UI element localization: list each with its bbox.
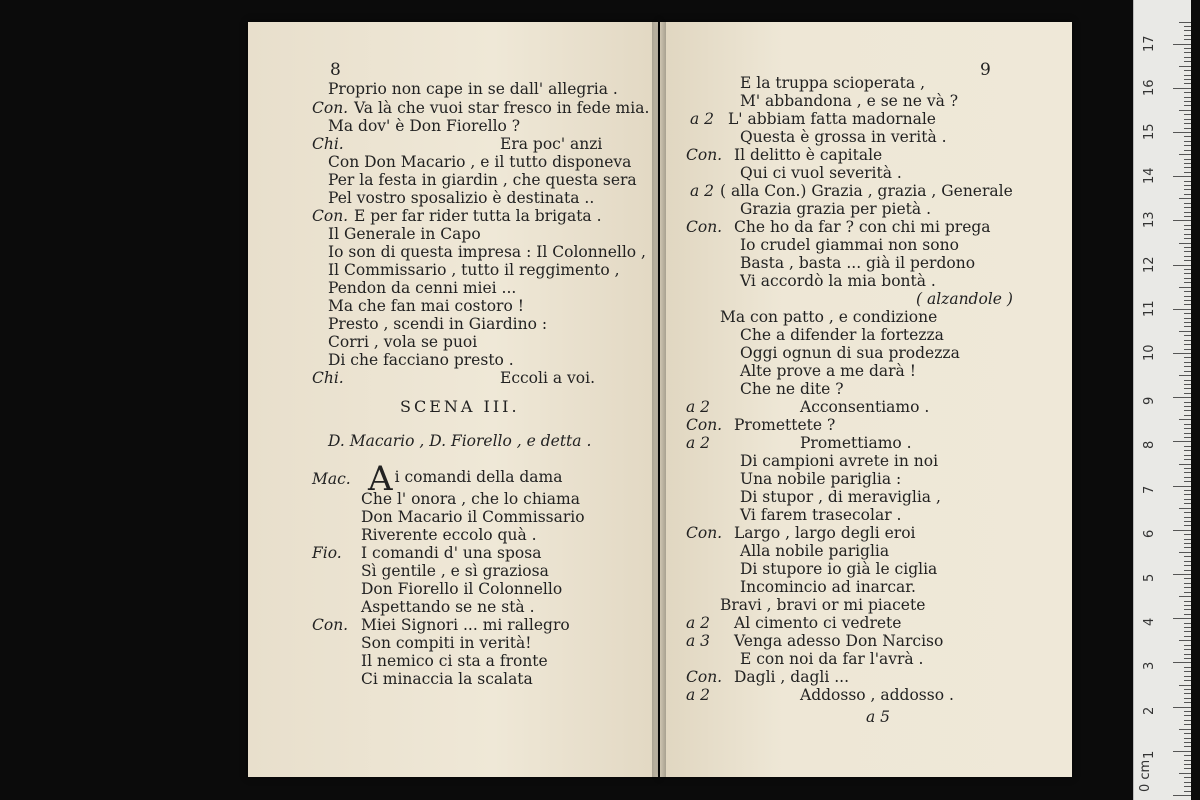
- ruler-tick: [1184, 609, 1191, 610]
- verse-line: I comandi d' una sposa: [361, 544, 542, 562]
- ruler-tick: [1184, 782, 1191, 783]
- ruler-number: 9: [1142, 396, 1157, 406]
- verse-line: Promettete ?: [734, 416, 836, 434]
- ruler-tick: [1184, 631, 1191, 632]
- ruler-tick: [1184, 251, 1191, 252]
- right-page: [660, 22, 1072, 777]
- ruler-tick: [1173, 618, 1191, 619]
- ruler-tick: [1184, 720, 1191, 721]
- verse-line: Che l' onora , che lo chiama: [361, 490, 580, 508]
- speaker-label: Mac.: [312, 470, 351, 488]
- ruler-tick: [1179, 22, 1191, 23]
- verse-line: Pel vostro sposalizio è destinata ..: [328, 189, 595, 207]
- speaker-label: a 2: [690, 182, 715, 200]
- ruler-tick: [1179, 110, 1191, 111]
- ruler-number: 12: [1142, 256, 1157, 273]
- verse-line: Sì gentile , e sì graziosa: [361, 562, 549, 580]
- ruler-number: 17: [1142, 35, 1157, 52]
- ruler-tick: [1184, 380, 1191, 381]
- ruler-tick: [1179, 198, 1191, 199]
- ruler-tick: [1184, 645, 1191, 646]
- ruler-tick: [1184, 689, 1191, 690]
- ruler-tick: [1184, 446, 1191, 447]
- ruler-number: 1: [1142, 750, 1157, 759]
- ruler-tick: [1184, 614, 1191, 615]
- ruler-tick: [1184, 114, 1191, 115]
- speaker-label: Con.: [686, 668, 723, 686]
- ruler-tick: [1184, 291, 1191, 292]
- ruler-tick: [1184, 450, 1191, 451]
- ruler-tick: [1184, 393, 1191, 394]
- ruler-tick: [1184, 494, 1191, 495]
- ruler-number: 10: [1142, 344, 1157, 361]
- ruler-tick: [1184, 402, 1191, 403]
- ruler-tick: [1184, 273, 1191, 274]
- ruler-tick: [1179, 729, 1191, 730]
- ruler-tick: [1179, 154, 1191, 155]
- ruler-tick: [1184, 92, 1191, 93]
- verse-line: E per far rider tutta la brigata .: [354, 207, 602, 225]
- ruler-unit-label: 0 cm: [1138, 759, 1153, 792]
- ruler-tick: [1173, 795, 1191, 796]
- speaker-label: a 2: [686, 614, 711, 632]
- ruler-tick: [1184, 296, 1191, 297]
- ruler-tick: [1184, 499, 1191, 500]
- ruler-tick: [1184, 26, 1191, 27]
- verse-line: Una nobile pariglia :: [740, 470, 902, 488]
- ruler-tick: [1184, 79, 1191, 80]
- ruler-tick: [1184, 167, 1191, 168]
- ruler-tick: [1184, 592, 1191, 593]
- ruler-tick: [1184, 636, 1191, 637]
- ruler-number: 6: [1142, 529, 1157, 538]
- ruler-tick: [1184, 61, 1191, 62]
- ruler-tick: [1179, 464, 1191, 465]
- ruler-tick: [1184, 30, 1191, 31]
- verse-line: Vi accordò la mia bontà .: [740, 272, 936, 290]
- verse-line: Il Commissario , tutto il reggimento ,: [328, 261, 620, 279]
- ruler-tick: [1184, 472, 1191, 473]
- ruler-tick: [1184, 512, 1191, 513]
- ruler-tick: [1184, 145, 1191, 146]
- ruler-tick: [1184, 667, 1191, 668]
- ruler-tick: [1184, 733, 1191, 734]
- ruler-tick: [1179, 640, 1191, 641]
- ruler-tick: [1184, 565, 1191, 566]
- ruler-tick: [1184, 48, 1191, 49]
- verse-line: ( alla Con.) Grazia , grazia , Generale: [720, 182, 1013, 200]
- verse-line: Son compiti in verità!: [361, 634, 532, 652]
- speaker-label: Con.: [686, 218, 723, 236]
- ruler-number: 16: [1142, 79, 1157, 96]
- ruler-tick: [1179, 552, 1191, 553]
- ruler-tick: [1179, 508, 1191, 509]
- ruler-tick: [1173, 88, 1191, 89]
- ruler-tick: [1184, 163, 1191, 164]
- ruler-number: 4: [1142, 617, 1157, 627]
- ruler-tick: [1184, 791, 1191, 792]
- verse-line: Presto , scendi in Giardino :: [328, 315, 548, 333]
- verse-line: Ma con patto , e condizione: [720, 308, 938, 326]
- ruler-tick: [1184, 570, 1191, 571]
- ruler-tick: [1184, 539, 1191, 540]
- verse-line: Che ne dite ?: [740, 380, 844, 398]
- speaker-label: Con.: [312, 616, 349, 634]
- page-number: 8: [330, 60, 341, 80]
- ruler-tick: [1184, 212, 1191, 213]
- ruler-tick: [1173, 309, 1191, 310]
- ruler-tick: [1184, 349, 1191, 350]
- verse-line: Alla nobile pariglia: [740, 542, 890, 560]
- ruler-tick: [1184, 39, 1191, 40]
- ruler-tick: [1173, 486, 1191, 487]
- verse-line: E la truppa scioperata ,: [740, 74, 925, 92]
- verse-line: Questa è grossa in verità .: [740, 128, 947, 146]
- ruler-tick: [1173, 265, 1191, 266]
- ruler-tick: [1184, 97, 1191, 98]
- ruler-tick: [1184, 194, 1191, 195]
- speaker-label: Con.: [686, 146, 723, 164]
- ruler-tick: [1184, 760, 1191, 761]
- ruler-tick: [1184, 300, 1191, 301]
- verse-line: Ma dov' è Don Fiorello ?: [328, 117, 521, 135]
- verse-line: Proprio non cape in se dall' allegria .: [328, 80, 618, 98]
- book-gutter: [652, 22, 666, 777]
- ruler-tick: [1173, 220, 1191, 221]
- ruler-tick: [1184, 388, 1191, 389]
- verse-line: Eccoli a voi.: [500, 369, 595, 387]
- ruler-tick: [1184, 185, 1191, 186]
- ruler-tick: [1184, 229, 1191, 230]
- verse-line: Acconsentiamo .: [800, 398, 930, 416]
- ruler-tick: [1184, 777, 1191, 778]
- ruler-tick: [1184, 362, 1191, 363]
- ruler-tick: [1184, 326, 1191, 327]
- ruler-tick: [1184, 481, 1191, 482]
- ruler-tick: [1184, 371, 1191, 372]
- ruler-tick: [1184, 680, 1191, 681]
- ruler-number: 7: [1142, 485, 1157, 494]
- verse-line: Va là che vuoi star fresco in fede mia.: [354, 99, 650, 117]
- ruler-tick: [1184, 340, 1191, 341]
- ruler-tick: [1184, 578, 1191, 579]
- ruler-tick: [1184, 583, 1191, 584]
- ruler-tick: [1179, 419, 1191, 420]
- verse-line: Oggi ognun di sua prodezza: [740, 344, 960, 362]
- ruler-tick: [1184, 755, 1191, 756]
- ruler-tick: [1179, 685, 1191, 686]
- ruler-tick: [1173, 132, 1191, 133]
- ruler-tick: [1184, 172, 1191, 173]
- verse-line: Largo , largo degli eroi: [734, 524, 916, 542]
- ruler-tick: [1184, 525, 1191, 526]
- speaker-label: a 2: [686, 686, 711, 704]
- ruler-tick: [1184, 35, 1191, 36]
- verse-text: i comandi della dama: [394, 468, 563, 486]
- ruler-tick: [1173, 662, 1191, 663]
- verse-line: Basta , basta ... già il perdono: [740, 254, 976, 272]
- ruler-tick: [1184, 768, 1191, 769]
- verse-line: Bravi , bravi or mi piacete: [720, 596, 926, 614]
- verse-line: Il delitto è capitale: [734, 146, 883, 164]
- ruler-tick: [1173, 44, 1191, 45]
- ruler-tick: [1184, 357, 1191, 358]
- verse-line: Che a difender la fortezza: [740, 326, 944, 344]
- ruler-tick: [1179, 243, 1191, 244]
- ruler-tick: [1184, 561, 1191, 562]
- ruler-tick: [1184, 234, 1191, 235]
- ruler-tick: [1184, 269, 1191, 270]
- verse-line: E con noi da far l'avrà .: [740, 650, 924, 668]
- ruler-tick: [1184, 366, 1191, 367]
- ruler-tick: [1184, 313, 1191, 314]
- verse-line: Qui ci vuol severità .: [740, 164, 902, 182]
- ruler-tick: [1184, 105, 1191, 106]
- ruler-tick: [1173, 353, 1191, 354]
- speaker-label: a 2: [690, 110, 715, 128]
- ruler-tick: [1184, 627, 1191, 628]
- ruler-tick: [1184, 207, 1191, 208]
- ruler-number: 11: [1142, 300, 1157, 317]
- verse-line: Il nemico ci sta a fronte: [361, 652, 548, 670]
- verse-line: Pendon da cenni miei ...: [328, 279, 517, 297]
- ruler-tick: [1184, 322, 1191, 323]
- verse-line: Io son di questa impresa : Il Colonnello ,: [328, 243, 646, 261]
- ruler-number: 3: [1142, 662, 1157, 671]
- ruler-tick: [1184, 693, 1191, 694]
- verse-line: Addosso , addosso .: [800, 686, 954, 704]
- ruler-number: 2: [1142, 706, 1157, 715]
- ruler-tick: [1179, 331, 1191, 332]
- ruler-tick: [1184, 764, 1191, 765]
- ruler-tick: [1184, 344, 1191, 345]
- ruler-tick: [1184, 150, 1191, 151]
- drop-cap: A: [368, 459, 393, 499]
- ruler-tick: [1184, 57, 1191, 58]
- ruler-tick: [1184, 203, 1191, 204]
- ruler-tick: [1184, 406, 1191, 407]
- verse-line: Che ho da far ? con chi mi prega: [734, 218, 991, 236]
- ruler-tick: [1179, 287, 1191, 288]
- ruler-tick: [1184, 189, 1191, 190]
- speaker-label: a 2: [686, 398, 711, 416]
- ruler-tick: [1184, 410, 1191, 411]
- ruler-tick: [1184, 433, 1191, 434]
- ruler-tick: [1184, 424, 1191, 425]
- ruler-tick: [1184, 543, 1191, 544]
- verse-line: Promettiamo .: [800, 434, 912, 452]
- ruler-tick: [1184, 119, 1191, 120]
- ruler-tick: [1184, 698, 1191, 699]
- speaker-label: Fio.: [312, 544, 342, 562]
- ruler-tick: [1184, 702, 1191, 703]
- verse-line: Alte prove a me darà !: [740, 362, 916, 380]
- verse-line: Di campioni avrete in noi: [740, 452, 939, 470]
- ruler-tick: [1184, 623, 1191, 624]
- ruler-tick: [1184, 503, 1191, 504]
- verse-line: Al cimento ci vedrete: [734, 614, 902, 632]
- ruler-tick: [1184, 437, 1191, 438]
- verse-line: Miei Signori ... mi rallegro: [361, 616, 570, 634]
- ruler-tick: [1184, 534, 1191, 535]
- ruler-tick: [1184, 52, 1191, 53]
- ruler-tick: [1184, 384, 1191, 385]
- ruler-tick: [1184, 786, 1191, 787]
- ruler-tick: [1184, 459, 1191, 460]
- ruler-tick: [1184, 75, 1191, 76]
- speaker-label: a 2: [686, 434, 711, 452]
- open-book: [248, 22, 1072, 777]
- ruler-tick: [1173, 530, 1191, 531]
- ruler-tick: [1184, 676, 1191, 677]
- speaker-label: Con.: [686, 524, 723, 542]
- page-number: 9: [980, 60, 991, 80]
- ruler-tick: [1184, 256, 1191, 257]
- ruler-tick: [1173, 176, 1191, 177]
- ruler-tick: [1184, 724, 1191, 725]
- ruler-number: 8: [1142, 441, 1157, 450]
- ruler-tick: [1184, 159, 1191, 160]
- ruler-tick: [1184, 304, 1191, 305]
- ruler-tick: [1173, 751, 1191, 752]
- ruler-tick: [1173, 397, 1191, 398]
- ruler-tick: [1184, 671, 1191, 672]
- ruler-tick: [1184, 547, 1191, 548]
- ruler-tick: [1184, 601, 1191, 602]
- ruler-tick: [1184, 141, 1191, 142]
- ruler-tick: [1184, 335, 1191, 336]
- speaker-label: Chi.: [312, 369, 344, 387]
- speaker-label: a 3: [686, 632, 711, 650]
- verse-line: Di che facciano presto .: [328, 351, 514, 369]
- ruler-tick: [1184, 649, 1191, 650]
- verse-line: M' abbandona , e se ne và ?: [740, 92, 959, 110]
- verse-line: Ma che fan mai costoro !: [328, 297, 524, 315]
- ruler-tick: [1184, 260, 1191, 261]
- ruler-tick: [1184, 455, 1191, 456]
- verse-line: Incomincio ad inarcar.: [740, 578, 916, 596]
- ruler-tick: [1184, 605, 1191, 606]
- scene-cast: D. Macario , D. Fiorello , e detta .: [328, 432, 592, 450]
- ruler-tick: [1184, 587, 1191, 588]
- ruler-tick: [1184, 216, 1191, 217]
- catchword: a 5: [866, 708, 891, 726]
- ruler-tick: [1184, 738, 1191, 739]
- ruler-tick: [1184, 517, 1191, 518]
- ruler-tick: [1184, 521, 1191, 522]
- verse-line: Aspettando se ne stà .: [361, 598, 535, 616]
- ruler-tick: [1184, 658, 1191, 659]
- verse-line: Ci minaccia la scalata: [361, 670, 533, 688]
- verse-line: Era poc' anzi: [500, 135, 603, 153]
- measuring-ruler: [1133, 0, 1191, 800]
- ruler-tick: [1184, 746, 1191, 747]
- ruler-tick: [1184, 181, 1191, 182]
- verse-line: Vi farem trasecolar .: [740, 506, 902, 524]
- verse-line: Di stupore io già le ciglia: [740, 560, 938, 578]
- verse-line: L' abbiam fatta madornale: [728, 110, 936, 128]
- ruler-tick: [1184, 428, 1191, 429]
- ruler-tick: [1184, 225, 1191, 226]
- verse-line: Dagli , dagli ...: [734, 668, 849, 686]
- verse-line: Riverente eccolo quà .: [361, 526, 537, 544]
- ruler-tick: [1184, 415, 1191, 416]
- ruler-tick: [1173, 574, 1191, 575]
- ruler-tick: [1179, 375, 1191, 376]
- ruler-number: 13: [1142, 211, 1157, 229]
- ruler-tick: [1184, 490, 1191, 491]
- ruler-tick: [1184, 238, 1191, 239]
- scene-heading: SCENA III.: [400, 397, 520, 416]
- ruler-tick: [1184, 101, 1191, 102]
- ruler-tick: [1184, 468, 1191, 469]
- ruler-tick: [1184, 70, 1191, 71]
- speaker-label: Con.: [312, 207, 349, 225]
- ruler-tick: [1184, 477, 1191, 478]
- ruler-tick: [1184, 278, 1191, 279]
- ruler-tick: [1184, 83, 1191, 84]
- ruler-tick: [1173, 707, 1191, 708]
- verse-line: Don Macario il Commissario: [361, 508, 585, 526]
- ruler-tick: [1173, 441, 1191, 442]
- ruler-tick: [1184, 711, 1191, 712]
- ruler-tick: [1184, 742, 1191, 743]
- ruler-tick: [1184, 556, 1191, 557]
- ruler-tick: [1184, 318, 1191, 319]
- verse-line: Venga adesso Don Narciso: [734, 632, 944, 650]
- ruler-number: 15: [1142, 123, 1157, 140]
- verse-line: Corri , vola se puoi: [328, 333, 478, 351]
- ruler-number: 5: [1142, 573, 1157, 582]
- ruler-tick: [1184, 715, 1191, 716]
- ruler-tick: [1184, 247, 1191, 248]
- ruler-tick: [1184, 123, 1191, 124]
- ruler-tick: [1184, 654, 1191, 655]
- speaker-label: Con.: [312, 99, 349, 117]
- ruler-tick: [1184, 282, 1191, 283]
- ruler-tick: [1179, 773, 1191, 774]
- ruler-tick: [1179, 66, 1191, 67]
- speaker-label: Chi.: [312, 135, 344, 153]
- speaker-label: Con.: [686, 416, 723, 434]
- ruler-number: 14: [1142, 167, 1157, 185]
- verse-line: Di stupor , di meraviglia ,: [740, 488, 941, 506]
- verse-line: Il Generale in Capo: [328, 225, 481, 243]
- ruler-tick: [1179, 596, 1191, 597]
- verse-line: Per la festa in giardin , che questa sera: [328, 171, 637, 189]
- verse-line: Io crudel giammai non sono: [740, 236, 959, 254]
- verse-line: Don Fiorello il Colonnello: [361, 580, 563, 598]
- verse-line: Grazia grazia per pietà .: [740, 200, 931, 218]
- ruler-tick: [1184, 128, 1191, 129]
- ruler-tick: [1184, 136, 1191, 137]
- verse-line: Con Don Macario , e il tutto disponeva: [328, 153, 632, 171]
- stage-direction: ( alzandole ): [916, 290, 1013, 308]
- left-page: [248, 22, 658, 777]
